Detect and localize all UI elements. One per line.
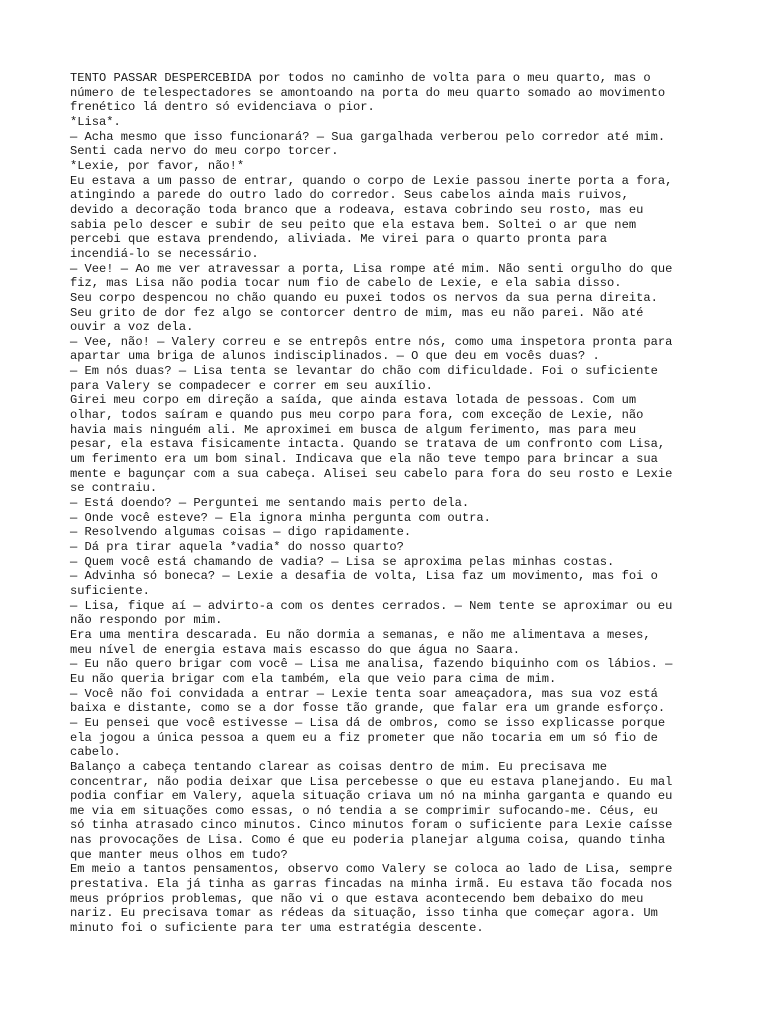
text-line: pesar, ela estava fisicamente intacta. Quando se tratava de um confronto com Lisa, [70,437,666,452]
paragraph [70,716,700,760]
text-line: Balanço a cabeça tentando clarear as coisas dentro de mim. Eu precisava me [70,759,608,774]
paragraph [70,130,700,159]
text-line: Seu corpo despencou no chão quando eu puxei todos os nervos da sua perna direita. [70,290,658,305]
text-line: me via em situações como essas, o nó tendia a se comprimir sufocando-me. Céus, eu [70,803,658,818]
text-line: — Lisa, fique aí — advirto-a com os dentes cerrados. — Nem tente se aproximar ou eu [70,598,673,613]
text-line: — Em nós duas? — Lisa tenta se levantar do chão com dificuldade. Foi o suficiente [70,364,658,379]
text-line: um ferimento era um bom sinal. Indicava que ela não teve tempo para brincar a sua [70,452,658,467]
paragraph [70,496,700,511]
text-line: baixa e distante, como se a dor fosse tão grande, que falar era um grande esforço. [70,701,666,716]
paragraph [70,657,700,686]
text-line: só tinha atrasado cinco minutos. Cinco minutos foram o suficiente para Lexie caísse [70,818,673,833]
document-page [70,71,700,936]
text-line: — Vee, não! — Valery correu e se entrepôs entre nós, como uma inspetora pronta para [70,334,673,349]
text-line: fiz, mas Lisa não podia tocar num fio de cabelo de Lexie, e ela sabia disso. [70,276,622,291]
text-line: — Vee! — Ao me ver atravessar a porta, Lisa rompe até mim. Não senti orgulho do que [70,261,673,276]
paragraph [70,71,700,115]
text-line: — Eu pensei que você estivesse — Lisa dá de ombros, como se isso explicasse porque [70,715,666,730]
paragraph [70,760,700,863]
text-line: Em meio a tantos pensamentos, observo como Valery se coloca ao lado de Lisa, sempre [70,862,673,877]
text-line: — Acha mesmo que isso funcionará? — Sua gargalhada verberou pelo corredor até mim. [70,129,666,144]
text-line: — Está doendo? — Perguntei me sentando mais perto dela. [70,496,470,511]
text-line: incendiá-lo se necessário. [70,246,259,261]
text-line: nariz. Eu precisava tomar as rédeas da situação, isso tinha que começar agora. Um [70,906,658,921]
text-line: prestativa. Ela já tinha as garras fincadas na minha irmã. Eu estava tão focada nos [70,877,673,892]
text-line: *Lexie, por favor, não!* [70,158,245,173]
text-line: — Onde você esteve? — Ela ignora minha pergunta com outra. [70,510,491,525]
text-line: minuto foi o suficiente para ter uma estratégia descente. [70,921,484,936]
text-line: Eu não queria brigar com ela também, ela que veio para cima de mim. [70,671,557,686]
text-line: suficiente. [70,583,150,598]
text-line: Senti cada nervo do meu corpo torcer. [70,144,339,159]
text-line: apartar uma briga de alunos indisciplinados. — O que deu em vocês duas? . [70,349,600,364]
text-line: ela jogou a única pessoa a quem eu a fiz prometer que não tocaria em um só fio de [70,730,658,745]
text-line: ouvir a voz dela. [70,320,194,335]
paragraph [70,174,700,262]
paragraph [70,159,700,174]
paragraph [70,628,700,657]
text-line: devido a decoração toda branco que a rodeava, estava cobrindo seu rosto, mas eu [70,202,644,217]
text-line: havia mais ninguém ali. Me aproximei em busca de algum ferimento, mas para meu [70,422,637,437]
text-line: TENTO PASSAR DESPERCEBIDA por todos no caminho de volta para o meu quarto, mas o [70,71,651,85]
paragraph [70,364,700,393]
text-line: Seu grito de dor fez algo se contorcer dentro de mim, mas eu não parei. Não até [70,305,644,320]
text-line: Eu estava a um passo de entrar, quando o corpo de Lexie passou inerte porta a fora, [70,173,673,188]
text-line: Era uma mentira descarada. Eu não dormia a semanas, e não me alimentava a meses, [70,627,651,642]
paragraph [70,687,700,716]
text-line: mente e bagunçar com a sua cabeça. Alisei seu cabelo para fora do seu rosto e Lexie [70,466,673,481]
text-line: atingindo a parede do outro lado do corredor. Seus cabelos ainda mais ruivos, [70,188,629,203]
paragraph [70,862,700,935]
text-line: concentrar, não podia deixar que Lisa percebesse o que eu estava planejando. Eu mal [70,774,673,789]
text-line: — Quem você está chamando de vadia? — Lisa se aproxima pelas minhas costas. [70,554,615,569]
text-line: não respondo por mim. [70,613,223,628]
text-line: percebi que estava prendendo, aliviada. Me virei para o quarto pronta para [70,232,608,247]
text-line: *Lisa*. [70,114,121,129]
paragraph [70,511,700,526]
text-line: frenético lá dentro só evidenciava o pior. [70,100,375,115]
paragraph [70,393,700,496]
text-line: Girei meu corpo em direção a saída, que ainda estava lotada de pessoas. Com um [70,393,637,408]
text-line: se contraiu. [70,481,158,496]
text-line: — Resolvendo algumas coisas — digo rapidamente. [70,525,412,540]
text-line: — Você não foi convidada a entrar — Lexie tenta soar ameaçadora, mas sua voz está [70,686,658,701]
text-line: que manter meus olhos em tudo? [70,847,288,862]
text-line: número de telespectadores se amontoando na porta do meu quarto somado ao movimento [70,85,666,100]
text-line: olhar, todos saíram e quando pus meu corpo para fora, com exceção de Lexie, não [70,408,644,423]
paragraph [70,540,700,555]
paragraph [70,115,700,130]
paragraph [70,291,700,335]
text-line: nas provocações de Lisa. Como é que eu poderia planejar alguma coisa, quando tinha [70,833,666,848]
text-line: sabia pelo descer e subir de seu peito que ela estava bem. Soltei o ar que nem [70,217,637,232]
paragraph [70,569,700,598]
paragraph [70,262,700,291]
paragraph [70,525,700,540]
text-line: — Eu não quero brigar com você — Lisa me analisa, fazendo biquinho com os lábios. — [70,657,673,672]
paragraph [70,335,700,364]
text-line: meu nível de energia estava mais escasso do que água no Saara. [70,642,520,657]
paragraph [70,555,700,570]
text-line: podia confiar em Valery, aquela situação criava um nó na minha garganta e quando eu [70,789,673,804]
paragraph [70,599,700,628]
text-line: — Dá pra tirar aquela *vadia* do nosso quarto? [70,540,404,554]
text-line: para Valery se compadecer e correr em seu auxílio. [70,378,433,393]
text-line: — Advinha só boneca? — Lexie a desafia de volta, Lisa faz um movimento, mas foi o [70,569,658,584]
text-line: meus próprios problemas, que não vi o que estava acontecendo bem debaixo do meu [70,891,644,906]
text-line: cabelo. [70,745,121,760]
